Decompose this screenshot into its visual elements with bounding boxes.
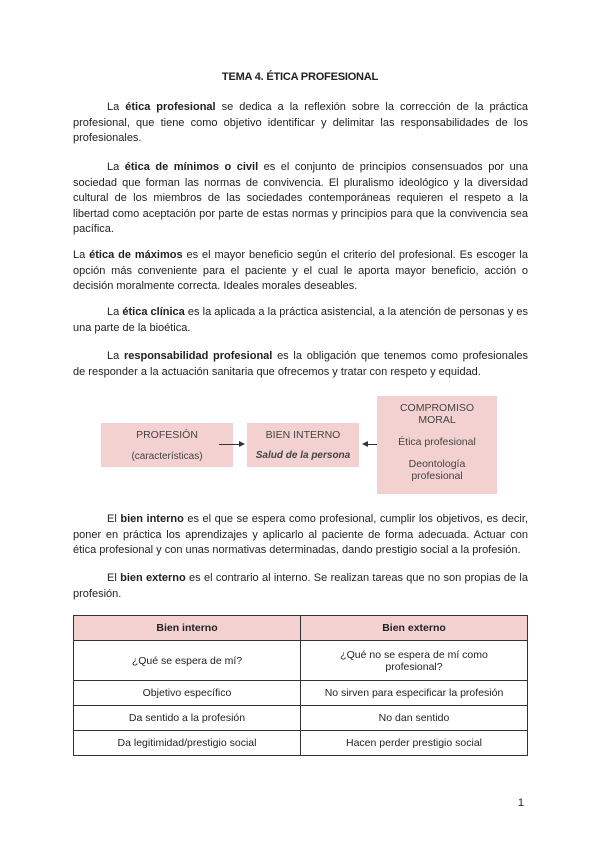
paragraph-etica-minimos: La ética de mínimos o civil es el conjunto de principios consensuados por una sociedad que forman las normas de convivencia. El pluralismo ideológico y la diversidad cultural de los miembros de las sociedades contemporáneas requieren el respeto a la libertad como aceptación por parte de estas normas y principios para que la convivencia sea pacífica.	[73, 161, 528, 235]
term: ética profesional	[125, 101, 216, 113]
diagram-box-compromiso	[377, 396, 497, 494]
table-cell: No sirven para especificar la profesión	[301, 681, 528, 706]
table-row	[74, 681, 528, 706]
diagram-item: Deontología	[408, 458, 466, 470]
diagram-label: MORAL	[418, 414, 456, 426]
paragraph-etica-profesional: La ética profesional se dedica a la reflexión sobre la corrección de la práctica profesional, que tiene como objetivo identificar y delimitar las responsabilidades de los profesionales.	[73, 101, 528, 144]
arrow-right-head	[239, 441, 245, 447]
paragraph-responsabilidad: La responsabilidad profesional es la obligación que tenemos como profesionales de responder a la actuación sanitaria que ofrecemos y tratar con respeto y equidad.	[73, 350, 529, 378]
diagram-item: Ética profesional	[398, 436, 476, 448]
paragraph-etica-clinica: La ética clínica es la aplicada a la práctica asistencial, a la atención de personas y es una parte de la bioética.	[73, 306, 528, 334]
paragraph-etica-maximos: La ética de máximos es el mayor beneficio según el criterio del profesional. Es escoger la opción más conveniente para el paciente y el cual le aporta mayor beneficio, acción o decisión moralmente correcta. Ideales morales deseables.	[73, 249, 528, 292]
diagram-sub: (características)	[131, 451, 203, 462]
table-row	[74, 641, 528, 681]
table-cell: Da sentido a la profesión	[74, 706, 301, 731]
table-header-cell: Bien externo	[301, 616, 528, 641]
table-cell: Hacen perder prestigio social	[301, 731, 528, 756]
table-cell: No dan sentido	[301, 706, 528, 731]
term: bien externo	[120, 572, 186, 584]
table-cell: Objetivo específico	[74, 681, 301, 706]
diagram-box-profesion	[101, 423, 233, 467]
table-header-cell: Bien interno	[74, 616, 301, 641]
table-cell: ¿Qué se espera de mí?	[74, 641, 301, 681]
term: responsabilidad profesional	[123, 350, 273, 362]
term: bien interno	[120, 513, 184, 525]
table-row	[74, 731, 528, 756]
arrow-left-head	[362, 441, 368, 447]
diagram-sub: Salud de la persona	[255, 450, 351, 461]
paragraph-bien-externo: El bien externo es el contrario al interno. Se realizan tareas que no son propias de la profesión.	[73, 572, 528, 600]
page-title: TEMA 4. ÉTICA PROFESIONAL	[221, 71, 379, 83]
diagram-label: PROFESIÓN	[136, 429, 198, 441]
table-cell: Da legitimidad/prestigio social	[74, 731, 301, 756]
term: ética clínica	[122, 306, 185, 318]
comparison-table	[73, 615, 528, 756]
paragraph-bien-interno: El bien interno es el que se espera como profesional, cumplir los objetivos, es decir, poner en práctica los aprendizajes y aplicarlo al paciente de forma adecuada. Actuar con ética profesional y con unas normativas determinadas, dando prestigio social a la profesión.	[73, 513, 528, 556]
diagram-item: profesional	[411, 470, 463, 482]
table-header-row	[74, 616, 528, 641]
table-cell: ¿Qué no se espera de mí como profesional?	[301, 641, 528, 681]
term: ética de mínimos o civil	[124, 161, 259, 173]
diagram-label: BIEN INTERNO	[265, 429, 341, 441]
table-row	[74, 706, 528, 731]
diagram-box-bien-interno	[247, 423, 359, 467]
arrow-left	[367, 444, 377, 445]
page-number: 1	[517, 797, 524, 809]
diagram-label: COMPROMISO	[399, 402, 475, 414]
term: ética de máximos	[89, 249, 183, 261]
